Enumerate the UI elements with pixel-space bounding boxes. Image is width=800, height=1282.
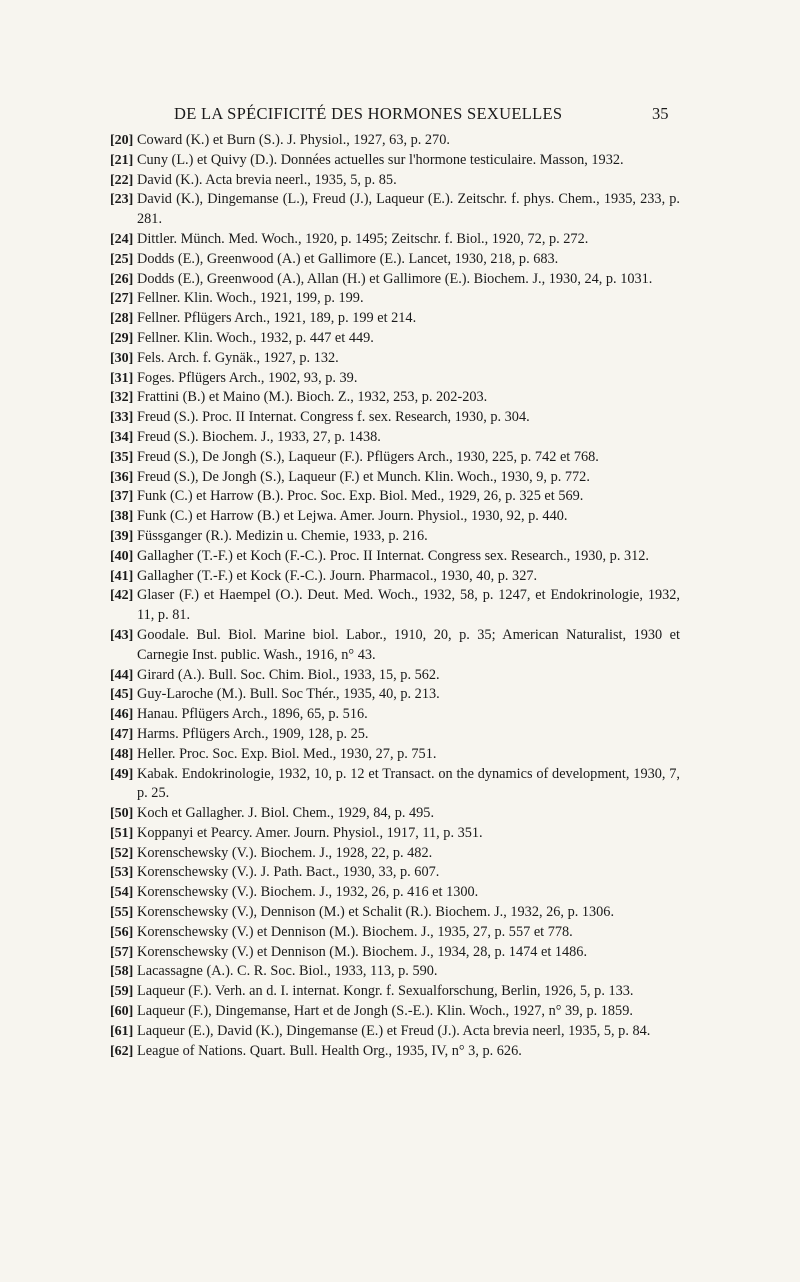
reference-number: [53]: [110, 865, 134, 881]
reference-text: Kabak. Endokrinologie, 1932, 10, p. 12 et Transact. on the dynamics of development, 1930, 7, p. 25.: [137, 765, 680, 802]
reference-number: [35]: [110, 449, 134, 465]
reference-text: Koch et Gallagher. J. Biol. Chem., 1929, 84, p. 495.: [137, 805, 435, 822]
reference-number: [38]: [110, 509, 134, 525]
reference-item: [0, 1002, 800, 1022]
reference-number: [61]: [110, 1023, 134, 1039]
reference-text: Korenschewsky (V.), Dennison (M.) et Schalit (R.). Biochem. J., 1932, 26, p. 1306.: [137, 904, 615, 921]
reference-number: [29]: [110, 330, 134, 346]
reference-number: [60]: [110, 1004, 134, 1020]
reference-text: Freud (S.). Proc. II Internat. Congress f. sex. Research, 1930, p. 304.: [137, 409, 530, 426]
reference-item: [0, 626, 800, 666]
reference-text: Goodale. Bul. Biol. Marine biol. Labor., 1910, 20, p. 35; American Naturalist, 1930 et Carnegie Inst. public. Wash., 1916, n° 43.: [137, 626, 680, 663]
reference-number: [49]: [110, 766, 134, 782]
reference-item: [0, 725, 800, 745]
reference-text: Laqueur (E.), David (K.), Dingemanse (E.) et Freud (J.). Acta brevia neerl, 1935, 5, p. 84.: [137, 1022, 651, 1039]
reference-text: Lacassagne (A.). C. R. Soc. Biol., 1933, 113, p. 590.: [137, 963, 438, 980]
reference-number: [56]: [110, 924, 134, 940]
reference-text: Laqueur (F.). Verh. an d. I. internat. Kongr. f. Sexualforschung, Berlin, 1926, 5, p. 133.: [137, 983, 634, 1000]
reference-number: [47]: [110, 726, 134, 742]
reference-number: [50]: [110, 806, 134, 822]
reference-text: Laqueur (F.), Dingemanse, Hart et de Jongh (S.-E.). Klin. Woch., 1927, n° 39, p. 1859.: [137, 1003, 633, 1020]
reference-text: Girard (A.). Bull. Soc. Chim. Biol., 1933, 15, p. 562.: [137, 666, 440, 683]
reference-item: [0, 171, 800, 191]
reference-item: [0, 230, 800, 250]
reference-number: [39]: [110, 528, 134, 544]
reference-item: [0, 487, 800, 507]
reference-number: [21]: [110, 152, 134, 168]
reference-item: [0, 151, 800, 171]
reference-item: [0, 666, 800, 686]
reference-text: League of Nations. Quart. Bull. Health Org., 1935, IV, n° 3, p. 626.: [137, 1042, 522, 1059]
reference-number: [42]: [110, 588, 134, 604]
reference-text: Fellner. Pflügers Arch., 1921, 189, p. 199 et 214.: [137, 310, 417, 327]
reference-list: [0, 131, 800, 1061]
reference-number: [46]: [110, 707, 134, 723]
running-header: [0, 104, 800, 128]
reference-item: [0, 270, 800, 290]
reference-number: [36]: [110, 469, 134, 485]
reference-text: Funk (C.) et Harrow (B.) et Lejwa. Amer. Journ. Physiol., 1930, 92, p. 440.: [137, 508, 568, 525]
reference-number: [34]: [110, 429, 134, 445]
reference-text: Freud (S.), De Jongh (S.), Laqueur (F.) et Munch. Klin. Woch., 1930, 9, p. 772.: [137, 468, 590, 485]
reference-item: [0, 349, 800, 369]
reference-item: [0, 190, 800, 230]
reference-item: [0, 527, 800, 547]
reference-item: [0, 765, 800, 805]
reference-item: [0, 586, 800, 626]
reference-item: [0, 250, 800, 270]
reference-number: [24]: [110, 231, 134, 247]
reference-number: [52]: [110, 845, 134, 861]
reference-item: [0, 982, 800, 1002]
reference-item: [0, 1042, 800, 1062]
reference-number: [51]: [110, 825, 134, 841]
reference-text: Harms. Pflügers Arch., 1909, 128, p. 25.: [137, 725, 369, 742]
reference-number: [22]: [110, 172, 134, 188]
reference-item: [0, 844, 800, 864]
reference-item: [0, 943, 800, 963]
reference-text: Korenschewsky (V.) et Dennison (M.). Biochem. J., 1935, 27, p. 557 et 778.: [137, 923, 573, 940]
reference-text: Füssganger (R.). Medizin u. Chemie, 1933, p. 216.: [137, 527, 428, 544]
reference-text: Fellner. Klin. Woch., 1921, 199, p. 199.: [137, 290, 364, 307]
reference-item: [0, 863, 800, 883]
reference-item: [0, 131, 800, 151]
reference-number: [44]: [110, 667, 134, 683]
reference-text: Funk (C.) et Harrow (B.). Proc. Soc. Exp. Biol. Med., 1929, 26, p. 325 et 569.: [137, 488, 584, 505]
reference-text: Glaser (F.) et Haempel (O.). Deut. Med. Woch., 1932, 58, p. 1247, et Endokrinologie, 1932, 11, p. 81.: [137, 587, 680, 624]
reference-item: [0, 289, 800, 309]
reference-number: [62]: [110, 1043, 134, 1059]
reference-number: [40]: [110, 548, 134, 564]
reference-item: [0, 1022, 800, 1042]
reference-item: [0, 824, 800, 844]
reference-item: [0, 745, 800, 765]
reference-item: [0, 369, 800, 389]
reference-item: [0, 804, 800, 824]
reference-number: [28]: [110, 311, 134, 327]
reference-number: [58]: [110, 964, 134, 980]
reference-number: [57]: [110, 944, 134, 960]
reference-number: [25]: [110, 251, 134, 267]
reference-item: [0, 428, 800, 448]
reference-item: [0, 408, 800, 428]
reference-item: [0, 685, 800, 705]
reference-number: [48]: [110, 746, 134, 762]
reference-text: Heller. Proc. Soc. Exp. Biol. Med., 1930, 27, p. 751.: [137, 745, 437, 762]
reference-text: Korenschewsky (V.). J. Path. Bact., 1930, 33, p. 607.: [137, 864, 440, 881]
reference-text: Korenschewsky (V.) et Dennison (M.). Biochem. J., 1934, 28, p. 1474 et 1486.: [137, 943, 588, 960]
reference-text: Dittler. Münch. Med. Woch., 1920, p. 1495; Zeitschr. f. Biol., 1920, 72, p. 272.: [137, 230, 589, 247]
reference-text: Frattini (B.) et Maino (M.). Bioch. Z., 1932, 253, p. 202-203.: [137, 389, 488, 406]
reference-item: [0, 567, 800, 587]
reference-text: David (K.), Dingemanse (L.), Freud (J.), Laqueur (E.). Zeitschr. f. phys. Chem., 1935, 233, p. 281.: [137, 191, 680, 228]
reference-text: David (K.). Acta brevia neerl., 1935, 5, p. 85.: [137, 171, 397, 188]
reference-number: [43]: [110, 627, 134, 643]
reference-text: Gallagher (T.-F.) et Koch (F.-C.). Proc. II Internat. Congress sex. Research., 1930, p. 312.: [137, 547, 649, 564]
reference-item: [0, 705, 800, 725]
reference-item: [0, 962, 800, 982]
reference-text: Foges. Pflügers Arch., 1902, 93, p. 39.: [137, 369, 358, 386]
reference-number: [45]: [110, 687, 134, 703]
reference-number: [31]: [110, 370, 134, 386]
page-number: 35: [652, 104, 669, 123]
reference-number: [32]: [110, 390, 134, 406]
reference-item: [0, 903, 800, 923]
reference-text: Dodds (E.), Greenwood (A.) et Gallimore (E.). Lancet, 1930, 218, p. 683.: [137, 250, 559, 267]
reference-item: [0, 507, 800, 527]
reference-text: Freud (S.). Biochem. J., 1933, 27, p. 1438.: [137, 428, 381, 445]
reference-item: [0, 468, 800, 488]
reference-text: Fels. Arch. f. Gynäk., 1927, p. 132.: [137, 349, 339, 366]
reference-item: [0, 883, 800, 903]
reference-number: [41]: [110, 568, 134, 584]
reference-text: Gallagher (T.-F.) et Kock (F.-C.). Journ. Pharmacol., 1930, 40, p. 327.: [137, 567, 538, 584]
reference-text: Hanau. Pflügers Arch., 1896, 65, p. 516.: [137, 706, 368, 723]
reference-text: Guy-Laroche (M.). Bull. Soc Thér., 1935, 40, p. 213.: [137, 686, 440, 703]
reference-text: Cuny (L.) et Quivy (D.). Données actuelles sur l'hormone testiculaire. Masson, 1932.: [137, 151, 624, 168]
reference-number: [33]: [110, 410, 134, 426]
reference-item: [0, 388, 800, 408]
reference-number: [54]: [110, 885, 134, 901]
page-title: DE LA SPÉCIFICITÉ DES HORMONES SEXUELLES: [174, 104, 563, 123]
reference-item: [0, 547, 800, 567]
reference-item: [0, 329, 800, 349]
reference-text: Dodds (E.), Greenwood (A.), Allan (H.) et Gallimore (E.). Biochem. J., 1930, 24, p. 1031.: [137, 270, 653, 287]
reference-text: Freud (S.), De Jongh (S.), Laqueur (F.). Pflügers Arch., 1930, 225, p. 742 et 768.: [137, 448, 599, 465]
reference-item: [0, 923, 800, 943]
reference-text: Korenschewsky (V.). Biochem. J., 1928, 22, p. 482.: [137, 844, 433, 861]
reference-item: [0, 448, 800, 468]
reference-number: [27]: [110, 291, 134, 307]
reference-text: Coward (K.) et Burn (S.). J. Physiol., 1927, 63, p. 270.: [137, 132, 450, 148]
reference-number: [59]: [110, 984, 134, 1000]
reference-item: [0, 309, 800, 329]
reference-number: [37]: [110, 489, 134, 505]
reference-number: [55]: [110, 905, 134, 921]
reference-number: [23]: [110, 192, 134, 208]
reference-text: Korenschewsky (V.). Biochem. J., 1932, 26, p. 416 et 1300.: [137, 884, 479, 901]
reference-number: [26]: [110, 271, 134, 287]
reference-number: [30]: [110, 350, 134, 366]
reference-text: Fellner. Klin. Woch., 1932, p. 447 et 449.: [137, 329, 374, 346]
reference-text: Koppanyi et Pearcy. Amer. Journ. Physiol., 1917, 11, p. 351.: [137, 824, 483, 841]
reference-number: [20]: [110, 133, 134, 148]
